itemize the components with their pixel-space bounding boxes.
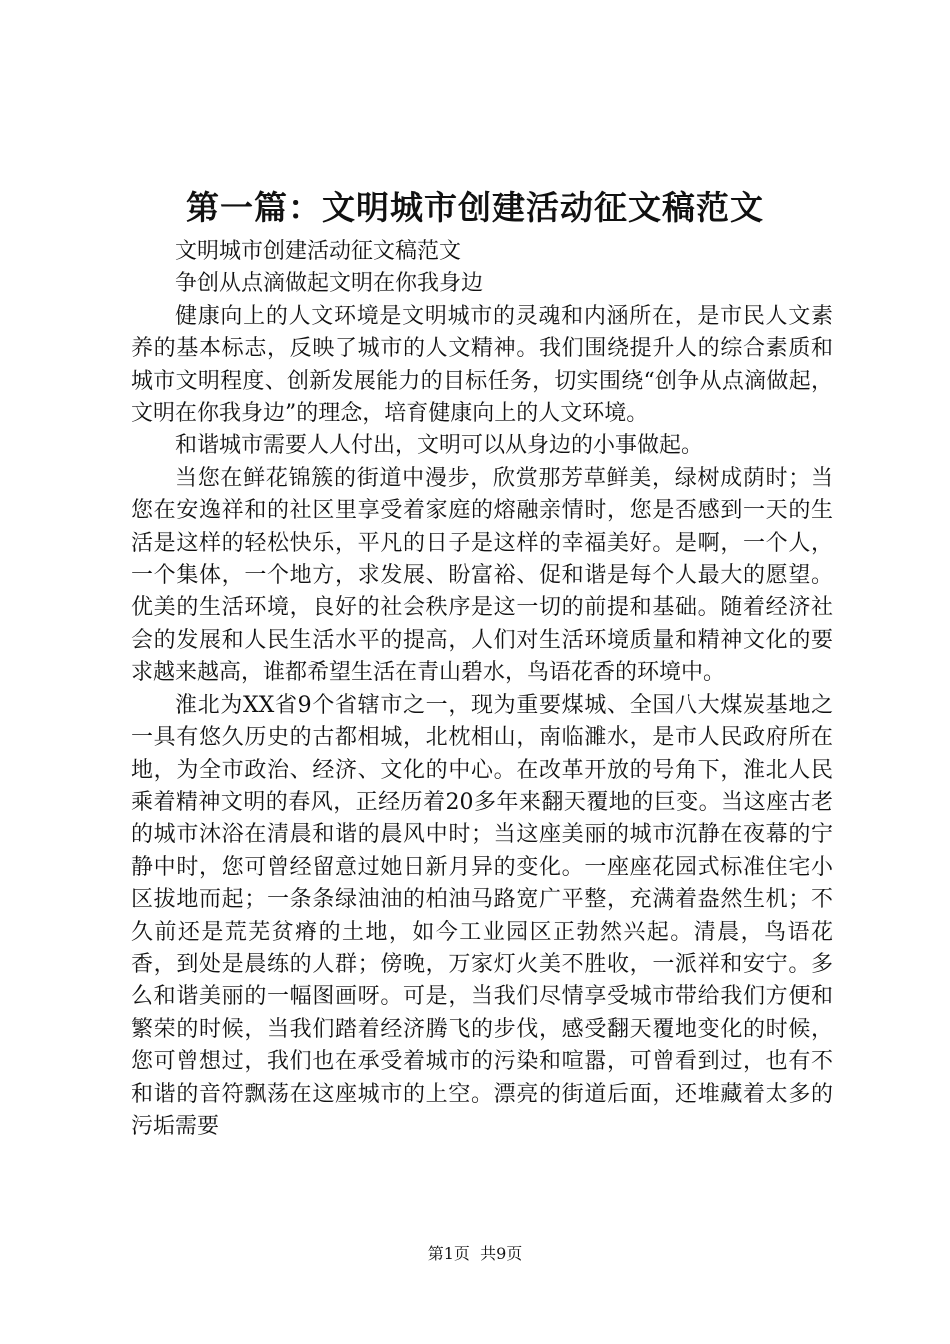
page-footer [0, 1244, 950, 1264]
paragraph: 当您在鲜花锦簇的街道中漫步，欣赏那芳草鲜美，绿树成荫时；当您在安逸祥和的社区里享受着家庭的熔融亲情时，您是否感到一天的生活是这样的轻松快乐，平凡的日子是这样的幸福美好。是啊，一个人，一个集体，一个地方，求发展、盼富裕、促和谐是每个人最大的愿望。优美的生活环境，良好的社会秩序是这一切的前提和基础。随着经济社会的发展和人民生活水平的提高，人们对生活环境质量和精神文化的要求越来越高，谁都希望生活在青山碧水，鸟语花香的环境中。 [131, 465, 833, 686]
document-title: 第一篇：文明城市创建活动征文稿范文 [186, 188, 764, 227]
paragraph: 和谐城市需要人人付出，文明可以从身边的小事做起。 [175, 433, 704, 459]
paragraph: 淮北为XX省9个省辖市之一，现为重要煤城、全国八大煤炭基地之一具有悠久历史的古都相城，北枕相山，南临濉水，是市人民政府所在地，为全市政治、经济、文化的中心。在改革开放的号角下，淮北人民乘着精神文明的春风，正经历着20多年来翻天覆地的巨变。当这座古老的城市沐浴在清晨和谐的晨风中时；当这座美丽的城市沉静在夜幕的宁静中时，您可曾经留意过她日新月异的变化。一座座花园式标准住宅小区拔地而起；一条条绿油油的柏油马路宽广平整，充满着盎然生机；不久前还是荒芜贫瘠的土地，如今工业园区正勃然兴起。清晨，鸟语花香，到处是晨练的人群；傍晚，万家灯火美不胜收，一派祥和安宁。多么和谐美丽的一幅图画呀。可是，当我们尽情享受城市带给我们方便和繁荣的时候，当我们踏着经济腾飞的步伐，感受翻天覆地变化的时候，您可曾想过，我们也在承受着城市的污染和喧嚣，可曾看到过，也有不和谐的音符飘荡在这座城市的上空。漂亮的街道后面，还堆藏着太多的污垢需要 [131, 692, 833, 1139]
paragraph-slogan: 争创从点滴做起文明在你我身边 [175, 271, 484, 297]
paragraph: 健康向上的人文环境是文明城市的灵魂和内涵所在，是市民人文素养的基本标志，反映了城市的人文精神。我们围绕提升人的综合素质和城市文明程度、创新发展能力的目标任务，切实围绕“创争从点滴做起，文明在你我身边”的理念，培育健康向上的人文环境。 [131, 303, 833, 427]
document-body [131, 236, 833, 1143]
paragraph-subtitle: 文明城市创建活动征文稿范文 [175, 239, 462, 264]
page-total: 共9页 [480, 1244, 523, 1263]
page-number: 第1页 [427, 1244, 470, 1263]
